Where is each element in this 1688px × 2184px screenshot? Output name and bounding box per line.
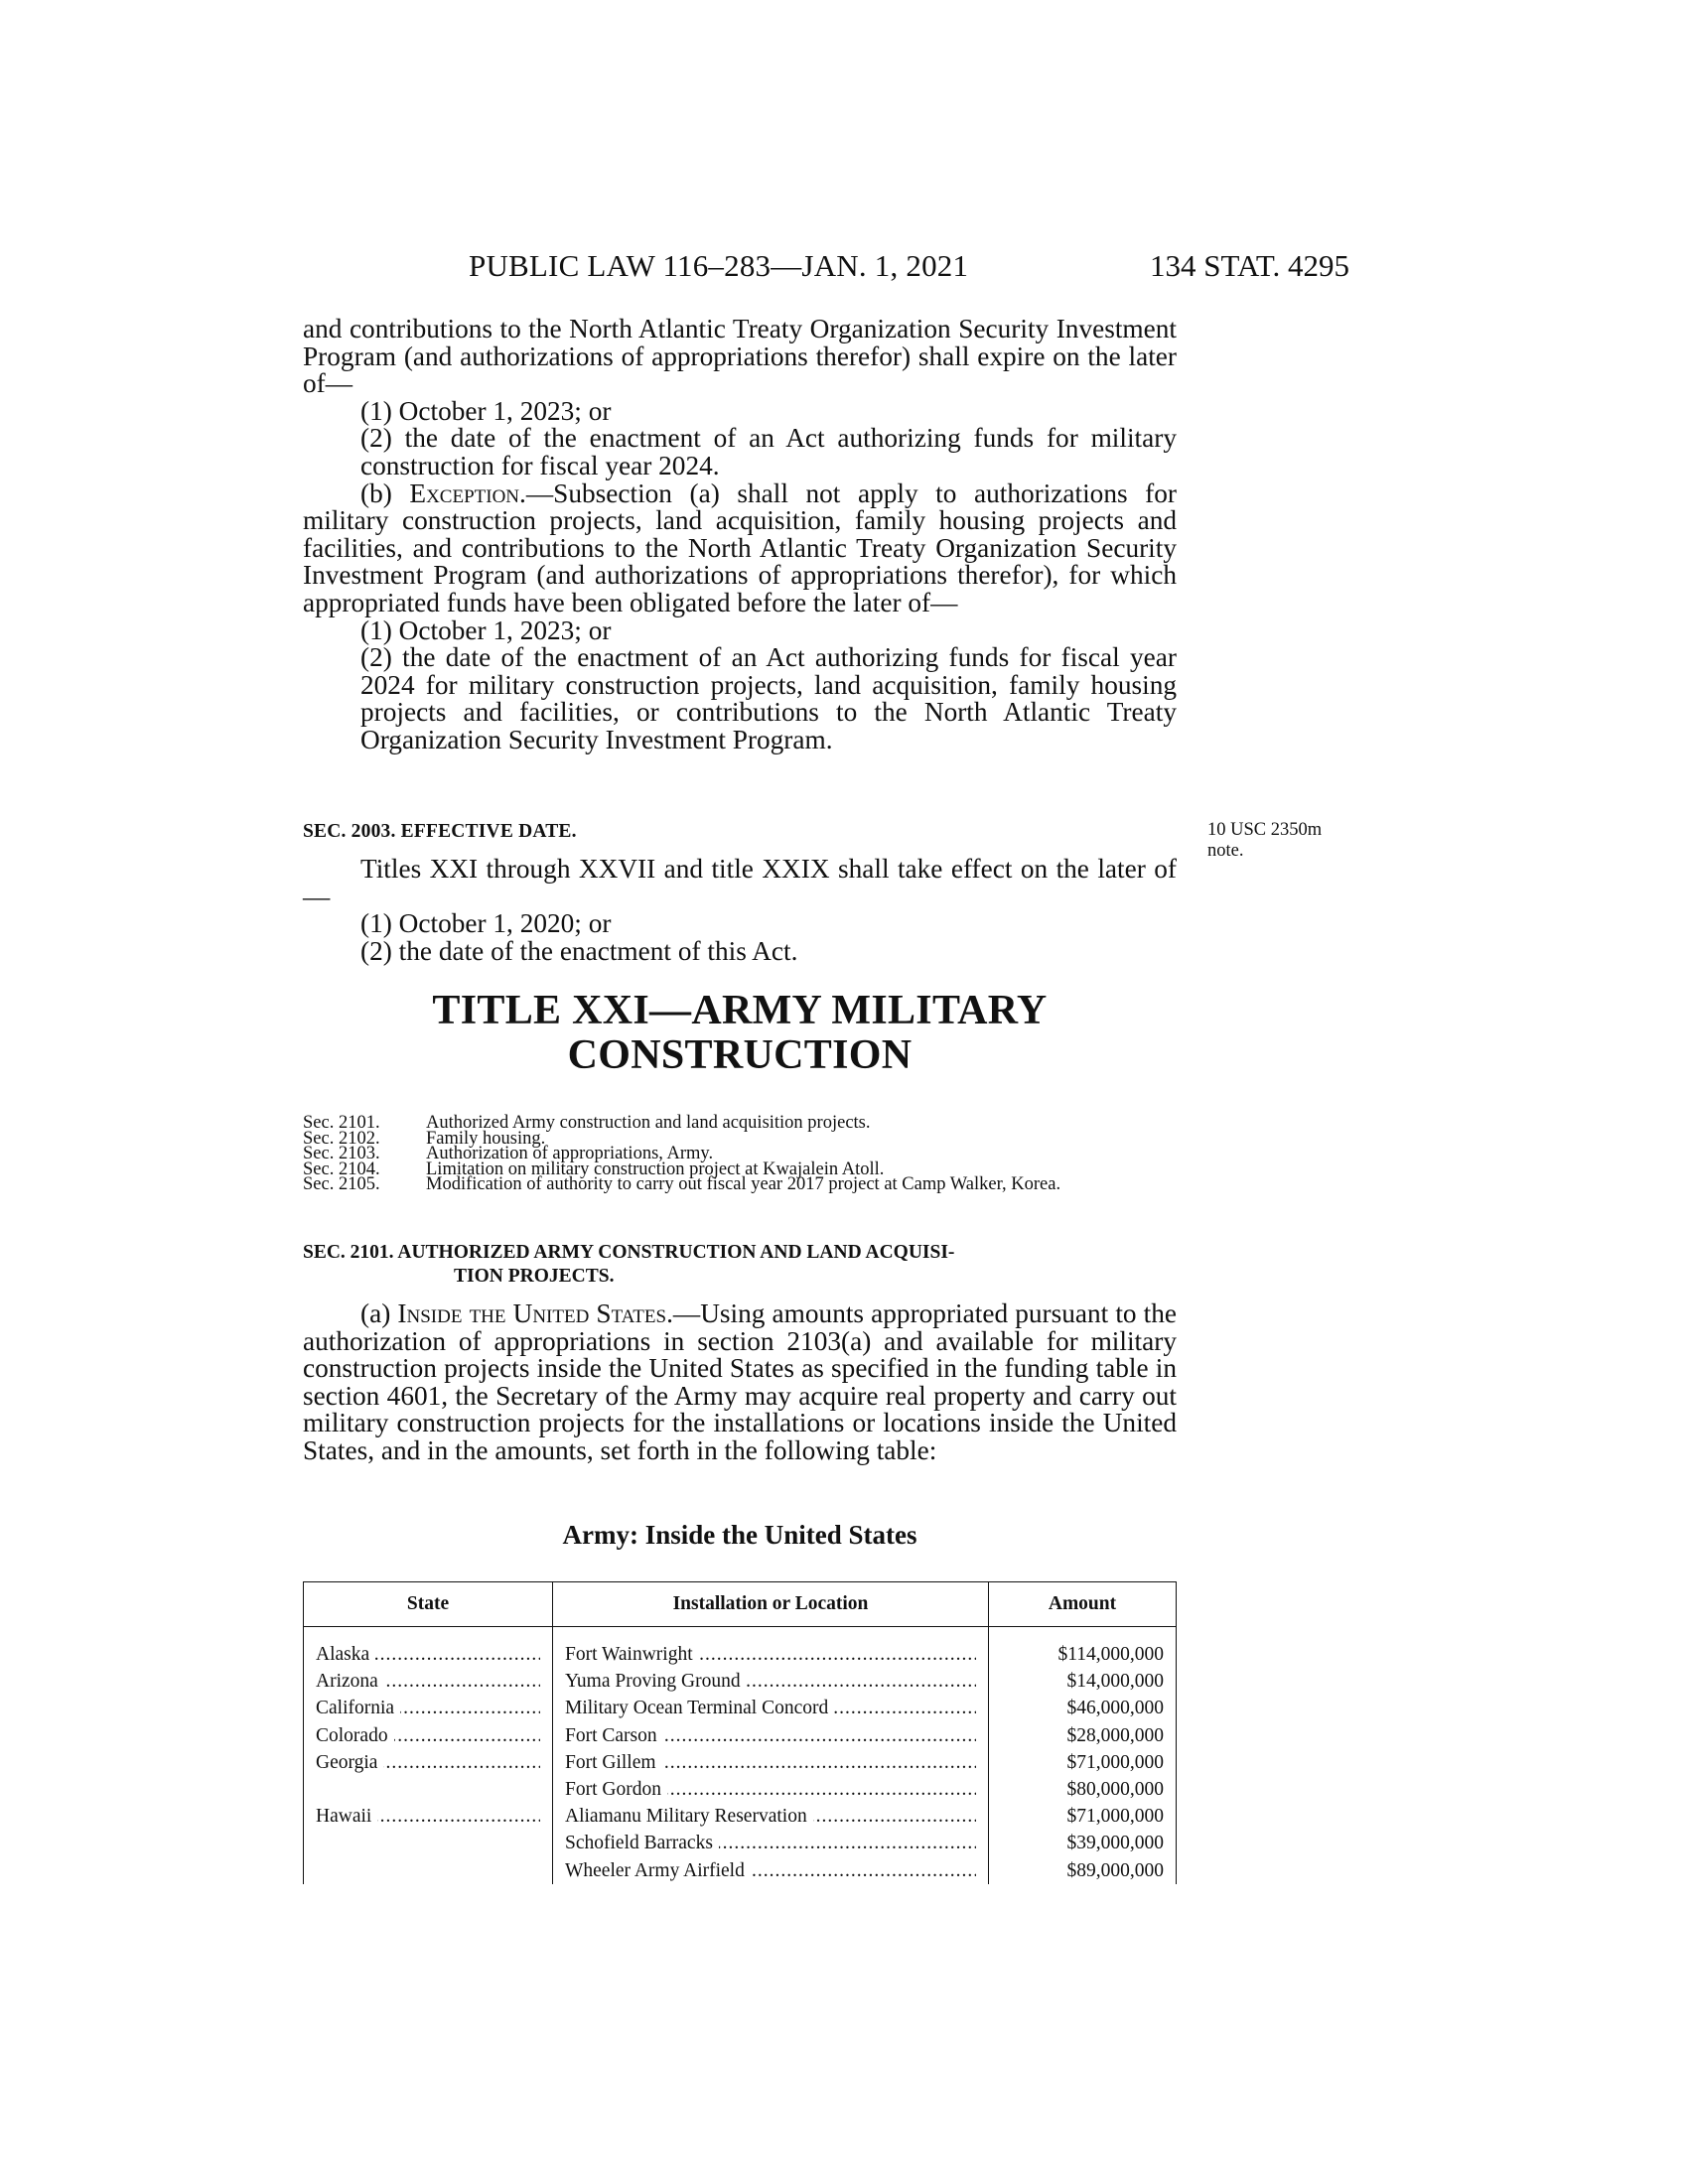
table-row — [304, 1776, 1177, 1803]
table-of-contents — [303, 1113, 1181, 1194]
table-row — [304, 1857, 1177, 1884]
table-row — [304, 1668, 1177, 1695]
table-row — [304, 1830, 1177, 1856]
top-section — [303, 316, 1177, 754]
table-header-row — [304, 1582, 1177, 1627]
table-title: Army: Inside the United States — [562, 1520, 917, 1550]
table-cell-amount: $114,000,000 — [989, 1641, 1177, 1668]
list-item: (2) the date of the enactment of an Act authorizing funds for military construction for fiscal year 2024. — [360, 423, 1177, 480]
section-2101-heading: SEC. 2101. AUTHORIZED ARMY CONSTRUCTION AND LAND ACQUISI- TION PROJECTS. — [303, 1242, 955, 1287]
table-cell-amount: $28,000,000 — [989, 1722, 1177, 1749]
table-cell-location: Fort Wainwright ..... — [553, 1641, 989, 1668]
table-spacer — [304, 1627, 1177, 1642]
toc-entry: Sec. 2103. Authorization of appropriations, Army. — [303, 1144, 714, 1163]
exception-label: Exception — [409, 478, 520, 508]
exception-paragraph: (b) Exception.—Subsection (a) shall not apply to authorizations for military construction projects, land acquisition, family housing projects and facilities, and contributions to the North Atlantic Treaty Organization Security Investment Program (and authorizations of appropriations therefor), for which appropriated funds have been obligated before the later of— — [303, 478, 1178, 617]
continuation-paragraph: and contributions to the North Atlantic Treaty Organization Security Investment Program (and authorizations of appropriations therefor) shall expire on the later of— — [303, 314, 1177, 399]
section-2003-heading: SEC. 2003. EFFECTIVE DATE. — [303, 821, 577, 842]
section-2003-body — [303, 856, 1177, 965]
table-cell-amount: $71,000,000 — [989, 1749, 1177, 1776]
table-cell-state: Alaska ..... — [304, 1641, 553, 1668]
toc-entry: Sec. 2105. Modification of authority to carry out fiscal year 2017 project at Camp Walker, Korea. — [303, 1174, 1061, 1194]
section-2003-text: Titles XXI through XXVII and title XXIX shall take effect on the later of— — [303, 854, 1177, 911]
table-cell-location: Fort Gordon ..... — [553, 1776, 989, 1803]
margin-note: 10 USC 2350m note. — [1207, 820, 1323, 861]
table-cell-amount: $46,000,000 — [989, 1695, 1177, 1721]
running-header-title: PUBLIC LAW 116–283—JAN. 1, 2021 — [469, 248, 969, 283]
table-row — [304, 1749, 1177, 1776]
section-2101-body — [303, 1300, 1177, 1465]
table-cell-amount: $14,000,000 — [989, 1668, 1177, 1695]
column-header-state: State — [304, 1582, 553, 1627]
list-item: (2) the date of the enactment of an Act authorizing funds for fiscal year 2024 for military construction projects, land acquisition, family housing projects and facilities, or contributions to the North Atlantic Treaty Organization Security Investment Program. — [360, 642, 1177, 754]
toc-entry: Sec. 2101. Authorized Army construction and land acquisition projects. — [303, 1113, 871, 1133]
table-cell-state: Hawaii ..... — [304, 1803, 553, 1830]
list-item: (2) the date of the enactment of this Act. — [360, 935, 798, 966]
toc-entry: Sec. 2102. Family housing. — [303, 1128, 546, 1149]
table-cell-location: Fort Carson ..... — [553, 1722, 989, 1749]
table-cell-state — [304, 1857, 553, 1884]
table-cell-location: Military Ocean Terminal Concord ..... — [553, 1695, 989, 1721]
table-cell-location: Fort Gillem ..... — [553, 1749, 989, 1776]
table-row — [304, 1695, 1177, 1721]
table-cell-location: Aliamanu Military Reservation ..... — [553, 1803, 989, 1830]
toc-entry: Sec. 2104. Limitation on military construction project at Kwajalein Atoll. — [303, 1159, 885, 1179]
projects-table — [303, 1581, 1177, 1884]
table-cell-amount: $80,000,000 — [989, 1776, 1177, 1803]
table-cell-state — [304, 1776, 553, 1803]
table-cell-state — [304, 1830, 553, 1856]
title-heading: TITLE XXI—ARMY MILITARY CONSTRUCTION — [432, 988, 1048, 1078]
table-row — [304, 1803, 1177, 1830]
table-cell-location: Wheeler Army Airfield ..... — [553, 1857, 989, 1884]
column-header-amount: Amount — [989, 1582, 1177, 1627]
page-number: 134 STAT. 4295 — [1150, 248, 1350, 283]
list-item: (1) October 1, 2020; or — [360, 908, 612, 939]
column-header-location: Installation or Location — [553, 1582, 989, 1627]
table-cell-location: Yuma Proving Ground ..... — [553, 1668, 989, 1695]
table-cell-amount: $71,000,000 — [989, 1803, 1177, 1830]
table-cell-location: Schofield Barracks ..... — [553, 1830, 989, 1856]
table-row — [304, 1641, 1177, 1668]
inside-us-label: Inside the United States — [397, 1298, 667, 1328]
section-2101-paragraph: (a) Inside the United States.—Using amounts appropriated pursuant to the authorization of appropriations in section 2103(a) and available for military construction projects inside the United States as specified in the funding table in section 4601, the Secretary of the Army may acquire real property and carry out military construction projects for the installations or locations inside the United States, and in the amounts, set forth in the following table: — [303, 1298, 1178, 1465]
table-cell-amount: $39,000,000 — [989, 1830, 1177, 1856]
table-cell-state: Colorado ..... — [304, 1722, 553, 1749]
table-cell-state: California ..... — [304, 1695, 553, 1721]
table-cell-state: Arizona ..... — [304, 1668, 553, 1695]
table-cell-amount: $89,000,000 — [989, 1857, 1177, 1884]
table-cell-state: Georgia ..... — [304, 1749, 553, 1776]
list-item: (1) October 1, 2023; or — [360, 614, 612, 645]
table-row — [304, 1722, 1177, 1749]
list-item: (1) October 1, 2023; or — [360, 395, 612, 426]
